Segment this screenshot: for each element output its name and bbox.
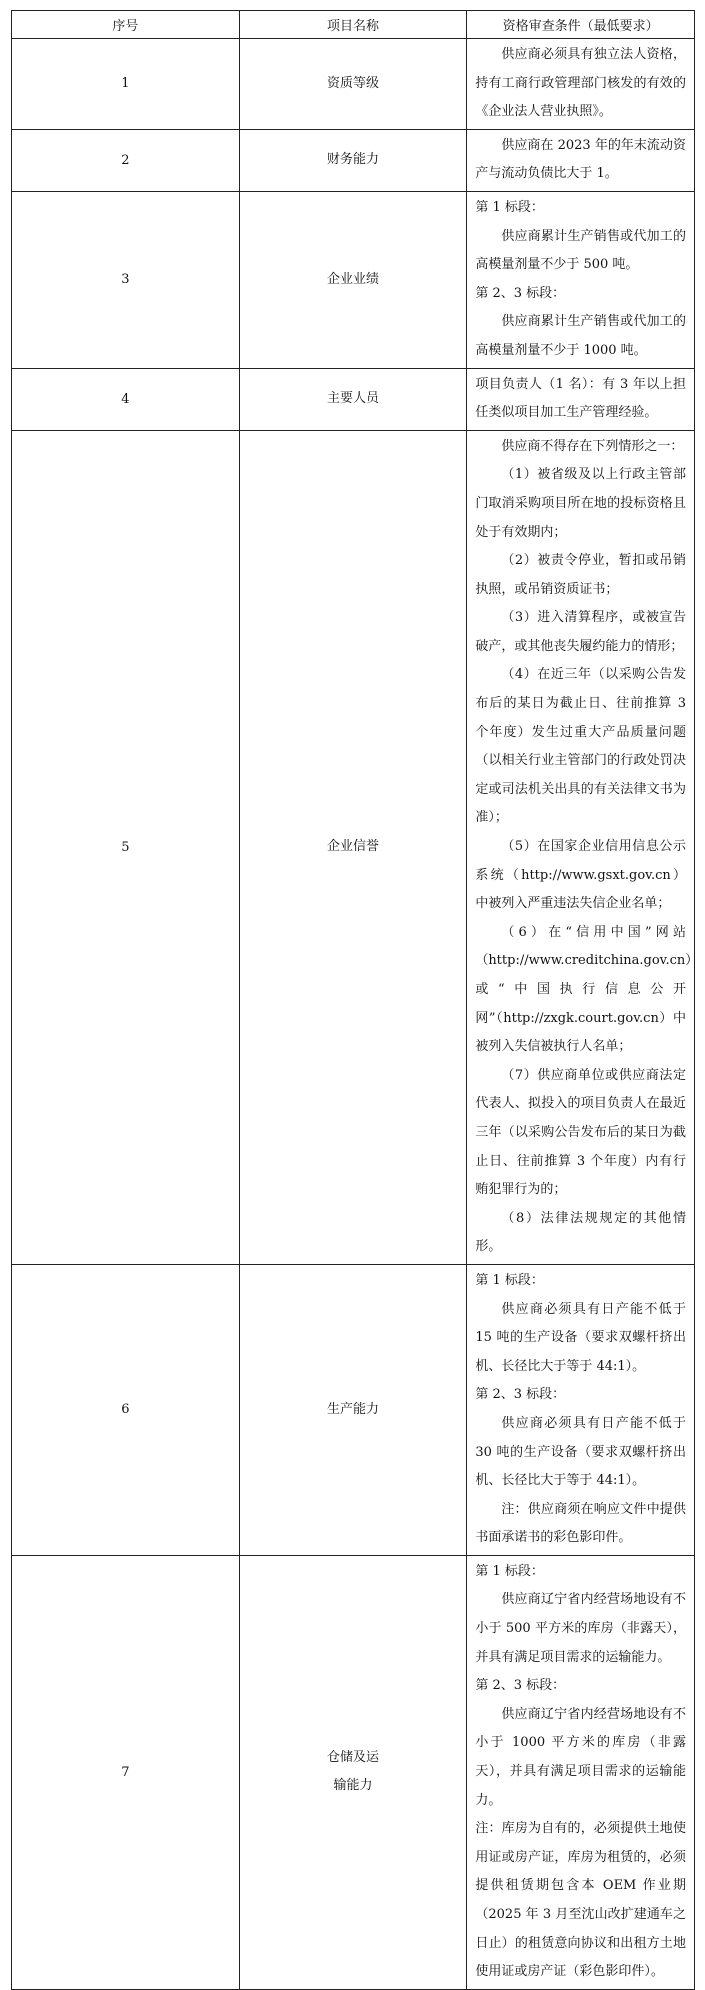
table-row (12, 39, 695, 130)
row-conditions (467, 430, 699, 1264)
row-conditions (467, 1264, 695, 1555)
condition-line: （3）进入清算程序，或被宣告破产，或其他丧失履约能力的情形； (475, 610, 686, 654)
row-name: 资质等级 (326, 75, 379, 91)
condition-line: （2）被责令停业，暂扣或吊销执照，或吊销资质证书； (475, 553, 686, 597)
row-conditions (467, 129, 695, 191)
row-no: 4 (12, 368, 240, 430)
condition-line: （5）在国家企业信用信息公示系统（http://www.gsxt.gov.cn）中被列入严重违法失信企业名单； (475, 839, 686, 912)
header-row (12, 11, 695, 39)
row-conditions (467, 1555, 695, 1989)
condition-line: 第 2、3 标段： (475, 285, 566, 301)
condition-line: （4）在近三年（以采购公告发布后的某日为截止日、往前推算 3 个年度）发生过重大产品质量问题（以相关行业主管部门的行政处罚决定或司法机关出具的有关法律文书为准）； (475, 667, 686, 826)
condition-line: 供应商辽宁省内经营场地设有不小于 500 平方米的库房（非露天），并具有满足项目需求的运输能力。 (475, 1592, 686, 1665)
table-row (12, 368, 695, 430)
row-conditions (467, 191, 695, 368)
condition-line: 注：库房为自有的，必须提供土地使用证或房产证，库房为租赁的，必须提供租赁期包含本 OEM 作业期（2025 年 3 月至沈山改扩建通车之日止）的租赁意向协议和出租方土地使用证或房产证（彩色影印件）。 (475, 1821, 686, 1980)
condition-line: 供应商累计生产销售或代加工的高模量剂量不少于 500 吨。 (475, 228, 686, 273)
row-name: 企业信誉 (326, 839, 379, 855)
row-name: 主要人员 (326, 391, 379, 407)
row-no: 7 (12, 1555, 240, 1989)
table-row (12, 191, 695, 368)
row-name: 企业业绩 (326, 271, 379, 287)
condition-line: （6）在“信用中国”网站（http://www.creditchina.gov.cn）或“中国执行信息公开网”（http://zxgk.court.gov.cn）中被列入失信被执行人名单； (475, 924, 699, 1055)
row-conditions (467, 368, 695, 430)
condition-line: 供应商累计生产销售或代加工的高模量剂量不少于 1000 吨。 (475, 314, 686, 358)
row-name: 仓储及运输能力 (326, 1750, 379, 1794)
condition-line: 供应商必须具有日产能不低于 15 吨的生产设备（要求双螺杆挤出机、长径比大于等于 44:1）。 (475, 1301, 686, 1374)
row-no: 1 (12, 39, 240, 130)
row-no: 5 (12, 430, 240, 1264)
header-name: 项目名称 (239, 11, 467, 39)
row-no: 3 (12, 191, 240, 368)
row-conditions (467, 39, 695, 130)
header-cond: 资格审查条件（最低要求） (467, 11, 695, 39)
row-no: 6 (12, 1264, 240, 1555)
condition-line: 项目负责人（1 名）：有 3 年以上担任类似项目加工生产管理经验。 (475, 376, 686, 421)
qualification-table (11, 10, 699, 1990)
condition-line: 第 1 标段： (475, 1563, 544, 1579)
condition-line: （8）法律法规规定的其他情形。 (475, 1210, 686, 1255)
condition-line: 第 2、3 标段： (475, 1387, 566, 1403)
condition-line: （1）被省级及以上行政主管部门取消采购项目所在地的投标资格且处于有效期内； (475, 467, 686, 540)
header-no: 序号 (12, 11, 240, 39)
row-no: 2 (12, 129, 240, 191)
condition-line: 注：供应商须在响应文件中提供书面承诺书的彩色影印件。 (475, 1501, 686, 1546)
condition-line: 供应商不得存在下列情形之一： (501, 438, 684, 454)
condition-line: 供应商在 2023 年的年末流动资产与流动负债比大于 1。 (475, 137, 686, 182)
condition-line: 第 1 标段： (475, 199, 544, 215)
condition-line: 供应商必须具有日产能不低于 30 吨的生产设备（要求双螺杆挤出机、长径比大于等于 44:1）。 (475, 1415, 686, 1489)
table-row (12, 430, 695, 1264)
condition-line: 供应商必须具有独立法人资格，持有工商行政管理部门核发的有效的《企业法人营业执照》。 (475, 47, 686, 120)
condition-line: （7）供应商单位或供应商法定代表人、拟投入的项目负责人在最近三年（以采购公告发布后的某日为截止日、往前推算 3 个年度）内有行贿犯罪行为的； (475, 1067, 686, 1198)
condition-line: 第 1 标段： (475, 1272, 544, 1288)
table-row (12, 129, 695, 191)
table-row (12, 1264, 695, 1555)
table-row (12, 1555, 695, 1989)
condition-line: 第 2、3 标段： (475, 1678, 566, 1694)
condition-line: 供应商辽宁省内经营场地设有不小于 1000 平方米的库房（非露天），并具有满足项目需求的运输能力。 (475, 1706, 686, 1808)
row-name: 财务能力 (326, 152, 379, 168)
row-name: 生产能力 (326, 1401, 379, 1417)
